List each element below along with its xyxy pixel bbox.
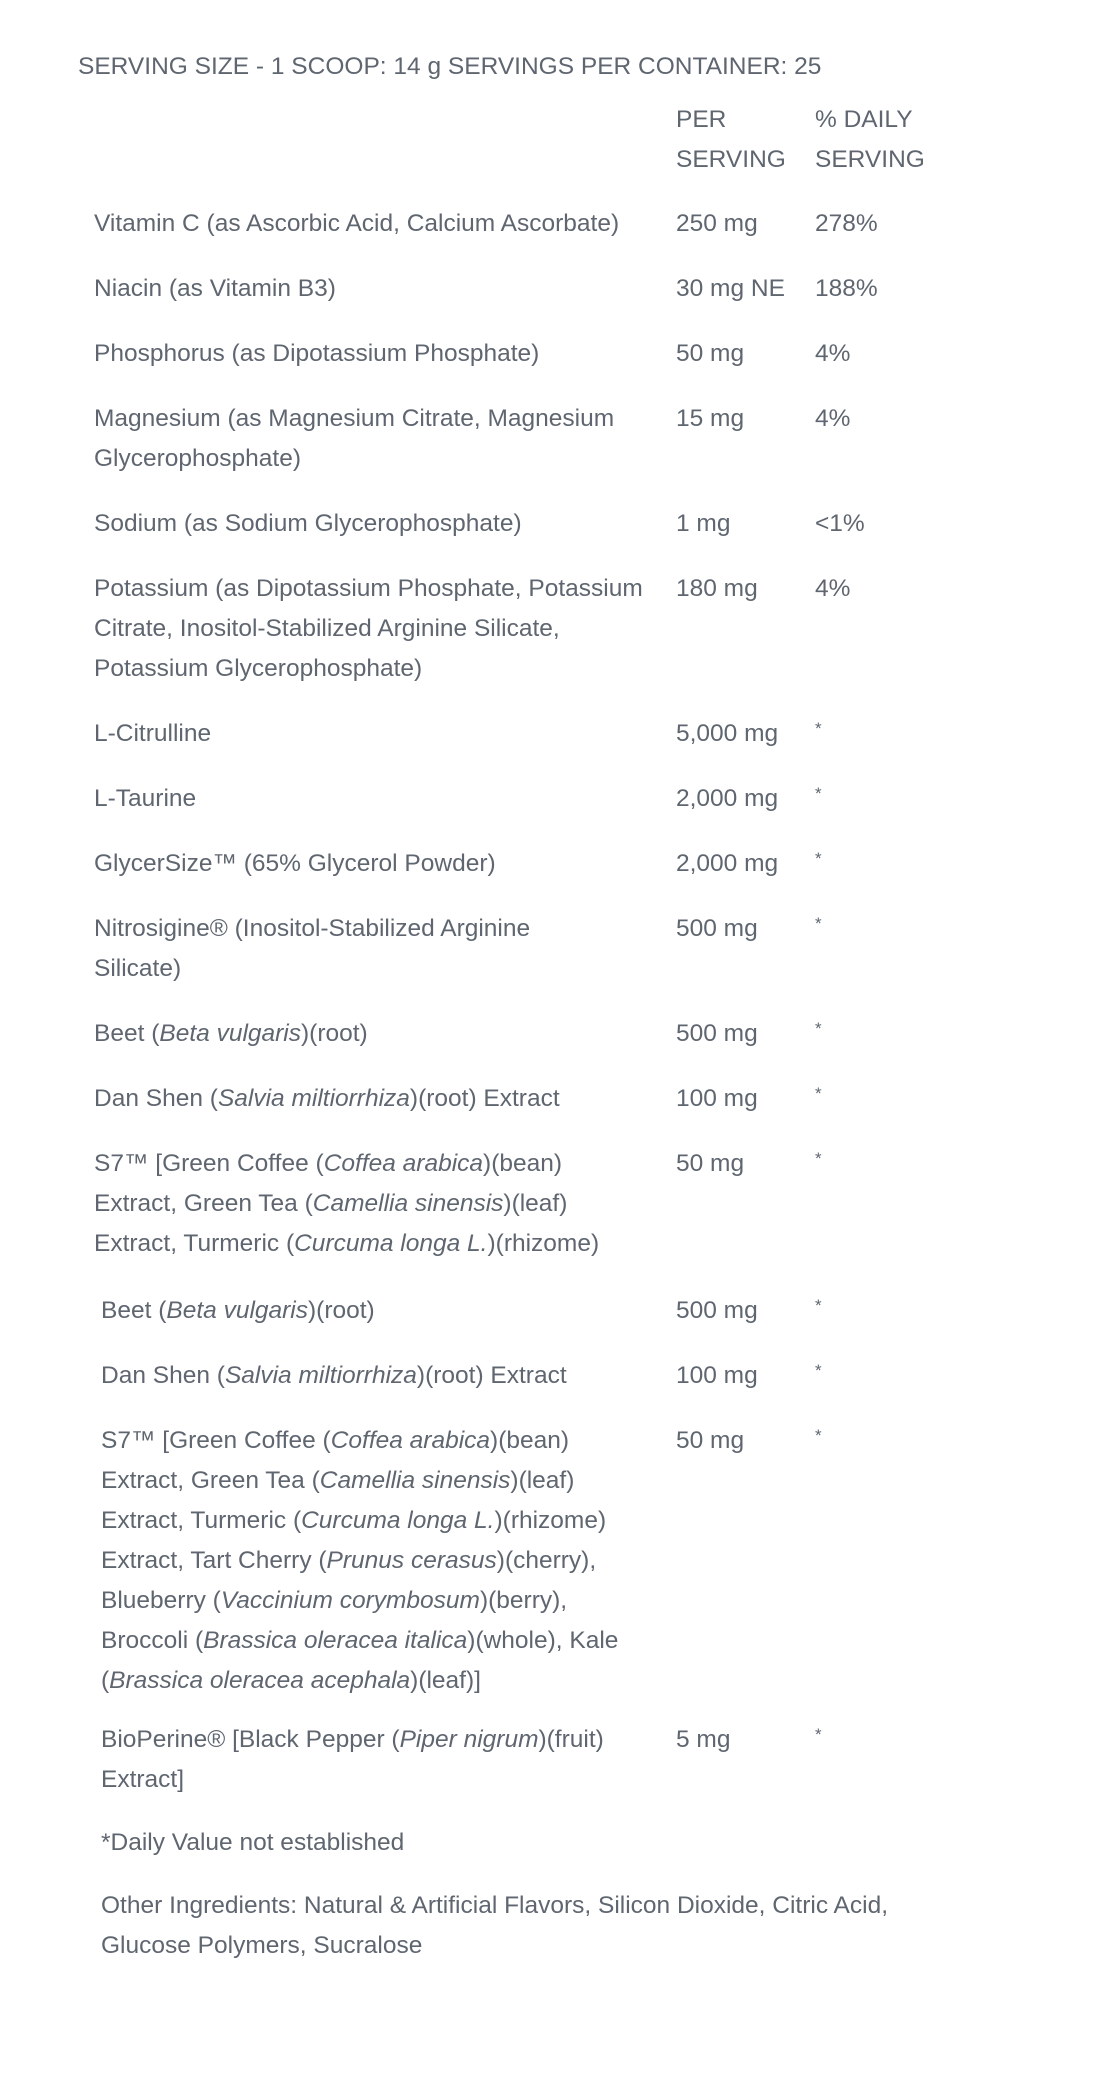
daily-value-asterisk: * xyxy=(815,1084,822,1103)
nutrient-amount: 50 mg xyxy=(676,340,745,367)
nutrient-daily-value: 4% xyxy=(815,405,851,432)
ingredient-name: L-Taurine xyxy=(94,785,197,812)
daily-value-asterisk: * xyxy=(815,1361,822,1380)
per-serving-header: PER SERVING xyxy=(676,106,786,173)
ingredient-name: L-Citrulline xyxy=(94,720,212,747)
nutrient-name: Magnesium (as Magnesium Citrate, Magnesium Glycerophosphate) xyxy=(94,405,615,472)
ingredient-amount: 500 mg xyxy=(676,915,758,942)
nutrient-name: Phosphorus (as Dipotassium Phosphate) xyxy=(94,340,540,367)
daily-value-asterisk: * xyxy=(815,1149,822,1168)
nutrient-amount: 250 mg xyxy=(676,210,758,237)
nutrient-name: Niacin (as Vitamin B3) xyxy=(94,275,336,302)
daily-value-asterisk: * xyxy=(815,719,822,738)
nutrient-amount: 1 mg xyxy=(676,510,731,537)
other-ingredients: Other Ingredients: Natural & Artificial Flavors, Silicon Dioxide, Citric Acid, Glucose Polymers, Sucralose xyxy=(101,1892,889,1959)
nutrient-daily-value: <1% xyxy=(815,510,865,537)
ingredient-amount: 50 mg xyxy=(676,1427,745,1454)
ingredient-amount: 100 mg xyxy=(676,1085,758,1112)
daily-value-asterisk: * xyxy=(815,914,822,933)
ingredient-name: S7™ [Green Coffee (Coffea arabica)(bean) Extract, Green Tea (Camellia sinensis)(leaf) Extract, Turmeric (Curcuma longa L.)(rhizome) Extract, Tart Cherry (Prunus cerasus)(cherry), Blueberry (Vaccinium corymbosum)(berry), Broccoli (Brassica oleracea italica)(whole), Kale (Brassica oleracea acephala)(leaf)] xyxy=(101,1427,619,1694)
daily-value-asterisk: * xyxy=(815,1296,822,1315)
ingredient-amount: 50 mg xyxy=(676,1150,745,1177)
daily-value-asterisk: * xyxy=(815,1725,822,1744)
nutrient-daily-value: 4% xyxy=(815,340,851,367)
daily-value-asterisk: * xyxy=(815,1426,822,1445)
ingredient-amount: 2,000 mg xyxy=(676,785,779,812)
ingredient-name: GlycerSize™ (65% Glycerol Powder) xyxy=(94,850,496,877)
daily-value-asterisk: * xyxy=(815,849,822,868)
nutrient-daily-value: 278% xyxy=(815,210,878,237)
nutrient-amount: 15 mg xyxy=(676,405,745,432)
nutrient-name: Sodium (as Sodium Glycerophosphate) xyxy=(94,510,522,537)
daily-value-asterisk: * xyxy=(815,1019,822,1038)
nutrient-name: Potassium (as Dipotassium Phosphate, Potassium Citrate, Inositol-Stabilized Arginine Silicate, Potassium Glycerophosphate) xyxy=(94,575,643,682)
ingredient-amount: 500 mg xyxy=(676,1020,758,1047)
nutrient-amount: 180 mg xyxy=(676,575,758,602)
ingredient-name: Beet (Beta vulgaris)(root) xyxy=(94,1020,368,1047)
ingredient-amount: 2,000 mg xyxy=(676,850,779,877)
nutrient-name: Vitamin C (as Ascorbic Acid, Calcium Ascorbate) xyxy=(94,210,620,237)
daily-value-footnote: *Daily Value not established xyxy=(101,1829,405,1856)
ingredient-name: S7™ [Green Coffee (Coffea arabica)(bean) Extract, Green Tea (Camellia sinensis)(leaf) Extract, Turmeric (Curcuma longa L.)(rhizome) xyxy=(94,1150,600,1257)
ingredient-name: Nitrosigine® (Inositol-Stabilized Arginine Silicate) xyxy=(94,915,531,982)
nutrient-daily-value: 4% xyxy=(815,575,851,602)
ingredient-amount: 5 mg xyxy=(676,1726,731,1753)
ingredient-name: Dan Shen (Salvia miltiorrhiza)(root) Extract xyxy=(94,1085,560,1112)
ingredient-name: Dan Shen (Salvia miltiorrhiza)(root) Extract xyxy=(101,1362,567,1389)
ingredient-name: BioPerine® [Black Pepper (Piper nigrum)(fruit) Extract] xyxy=(101,1726,604,1793)
daily-value-header: % DAILY SERVING xyxy=(815,106,925,173)
daily-value-asterisk: * xyxy=(815,784,822,803)
ingredient-name: Beet (Beta vulgaris)(root) xyxy=(101,1297,375,1324)
serving-size-line: SERVING SIZE - 1 SCOOP: 14 g SERVINGS PER CONTAINER: 25 xyxy=(78,53,822,80)
ingredient-amount: 5,000 mg xyxy=(676,720,779,747)
ingredient-amount: 100 mg xyxy=(676,1362,758,1389)
nutrient-amount: 30 mg NE xyxy=(676,275,785,302)
ingredient-amount: 500 mg xyxy=(676,1297,758,1324)
nutrient-daily-value: 188% xyxy=(815,275,878,302)
